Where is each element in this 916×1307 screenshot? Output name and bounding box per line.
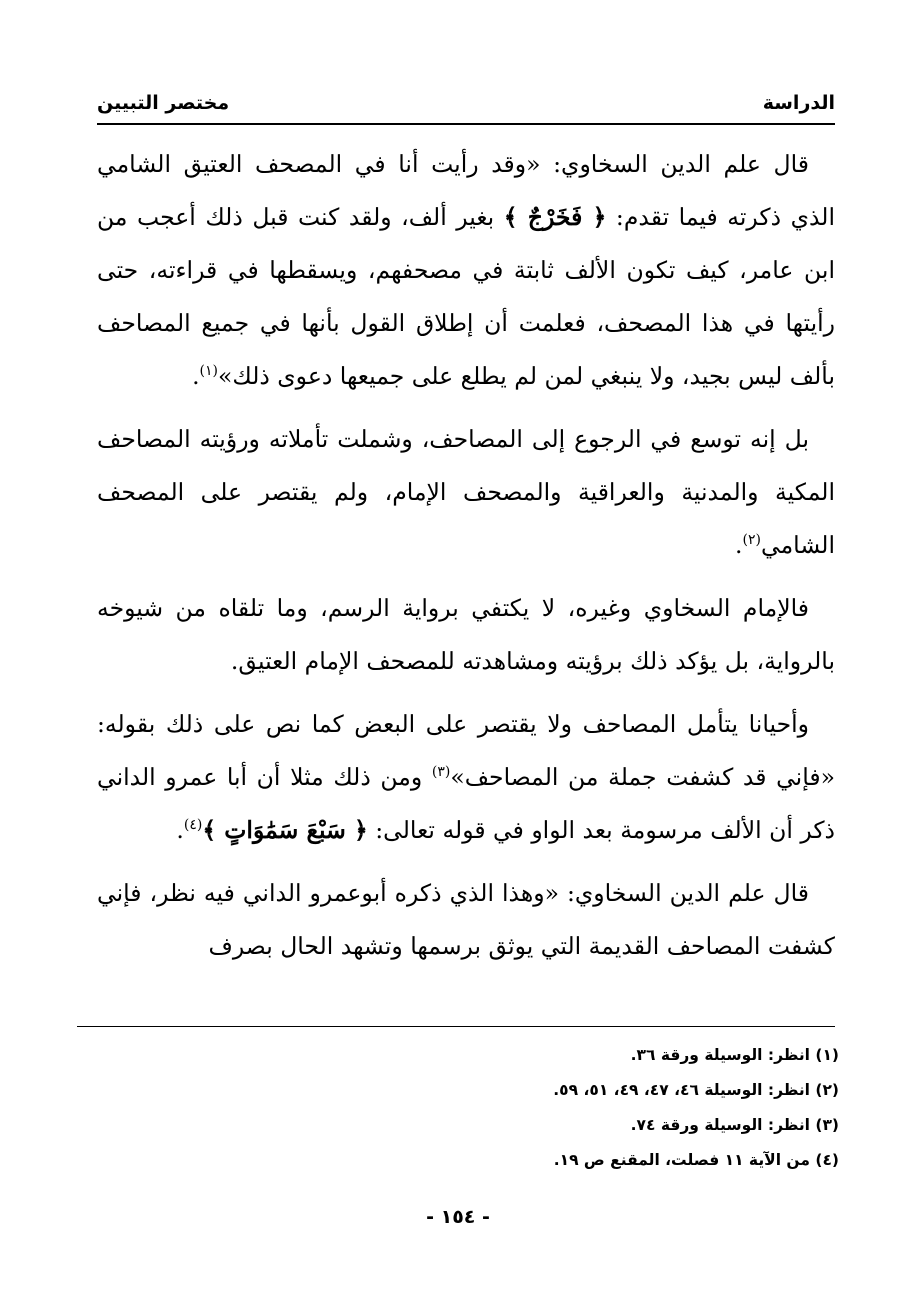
footnote-rule: [77, 1026, 835, 1027]
footnote-ref-2: (٢): [742, 532, 761, 549]
footnote-2: (٢) انظر: الوسيلة ٤٦، ٤٧، ٤٩، ٥١، ٥٩.: [553, 1081, 839, 1099]
paragraph-2: [97, 413, 835, 572]
p4-quran-phrase: ﴿ سَبْعَ سَمَٰوَاتٍ ﴾: [202, 816, 368, 844]
paragraph-3: [97, 582, 835, 688]
p4-text-a: وأحيانا يتأمل المصاحف ولا يقتصر على البعض كما نص على ذلك بقوله: «فإني قد كشفت جملة من المصاحف»: [97, 710, 835, 791]
footnote-ref-4: (٤): [183, 817, 203, 834]
section-title: الدراسة: [762, 92, 835, 114]
footnote-1: (١) انظر: الوسيلة ورقة ٣٦.: [630, 1046, 839, 1064]
paragraph-1: [97, 138, 835, 403]
paragraph-5: [97, 867, 835, 973]
p1-quote-b: بغير ألف، ولقد كنت قبل ذلك أعجب من ابن عامر، كيف تكون الألف ثابتة في مصحفهم، ويسقطها في قراءته، حتى رأيتها في هذا المصحف، فعلمت أن إطلاق القول بأنها في جميع المصاحف بألف ليس بجيد، ولا ينبغي لمن لم يطلع على جميعها دعوى ذلك»: [97, 203, 835, 390]
p2-end: .: [735, 531, 743, 559]
header-rule: [97, 123, 835, 125]
footnote-ref-1: (١): [199, 363, 219, 380]
book-title: مختصر التبيين: [97, 92, 230, 114]
p4-text-b: ومن ذلك مثلا أن أبا عمرو الداني ذكر أن الألف مرسومة بعد الواو في قوله تعالى:: [97, 763, 835, 844]
paragraph-4: [97, 698, 835, 857]
running-header: [97, 70, 835, 114]
p5-text: قال علم الدين السخاوي: «وهذا الذي ذكره أبوعمرو الداني فيه نظر، فإني كشفت المصاحف القديمة التي يوثق برسمها وتشهد الحال بصرف: [97, 879, 835, 960]
p3-text: فالإمام السخاوي وغيره، لا يكتفي برواية الرسم، وما تلقاه من شيوخه بالرواية، بل يؤكد ذلك برؤيته ومشاهدته للمصحف الإمام العتيق.: [97, 594, 835, 675]
p1-end: .: [192, 362, 200, 390]
p1-quote-a: «وقد رأيت أنا في المصحف العتيق الشامي الذي ذكرته فيما تقدم:: [97, 150, 835, 231]
footnote-ref-3: (٣): [431, 764, 451, 781]
p4-end: .: [176, 816, 184, 844]
footnotes: [97, 1038, 839, 1178]
p1-intro: قال علم الدين السخاوي:: [540, 150, 810, 178]
p2-text: بل إنه توسع في الرجوع إلى المصاحف، وشملت تأملاته ورؤيته المصاحف المكية والمدنية والعراقية والمصحف الإمام، ولم يقتصر على المصحف الشامي: [97, 425, 835, 559]
p1-quran-word: ﴿ فَخَرْجٌ ﴾: [503, 203, 607, 231]
footnote-3: (٣) انظر: الوسيلة ورقة ٧٤.: [630, 1116, 839, 1134]
page-number: - ١٥٤ -: [426, 1206, 490, 1228]
body-text: [97, 138, 835, 983]
footnote-4: (٤) من الآية ١١ فصلت، المقنع ص ١٩.: [553, 1151, 839, 1169]
